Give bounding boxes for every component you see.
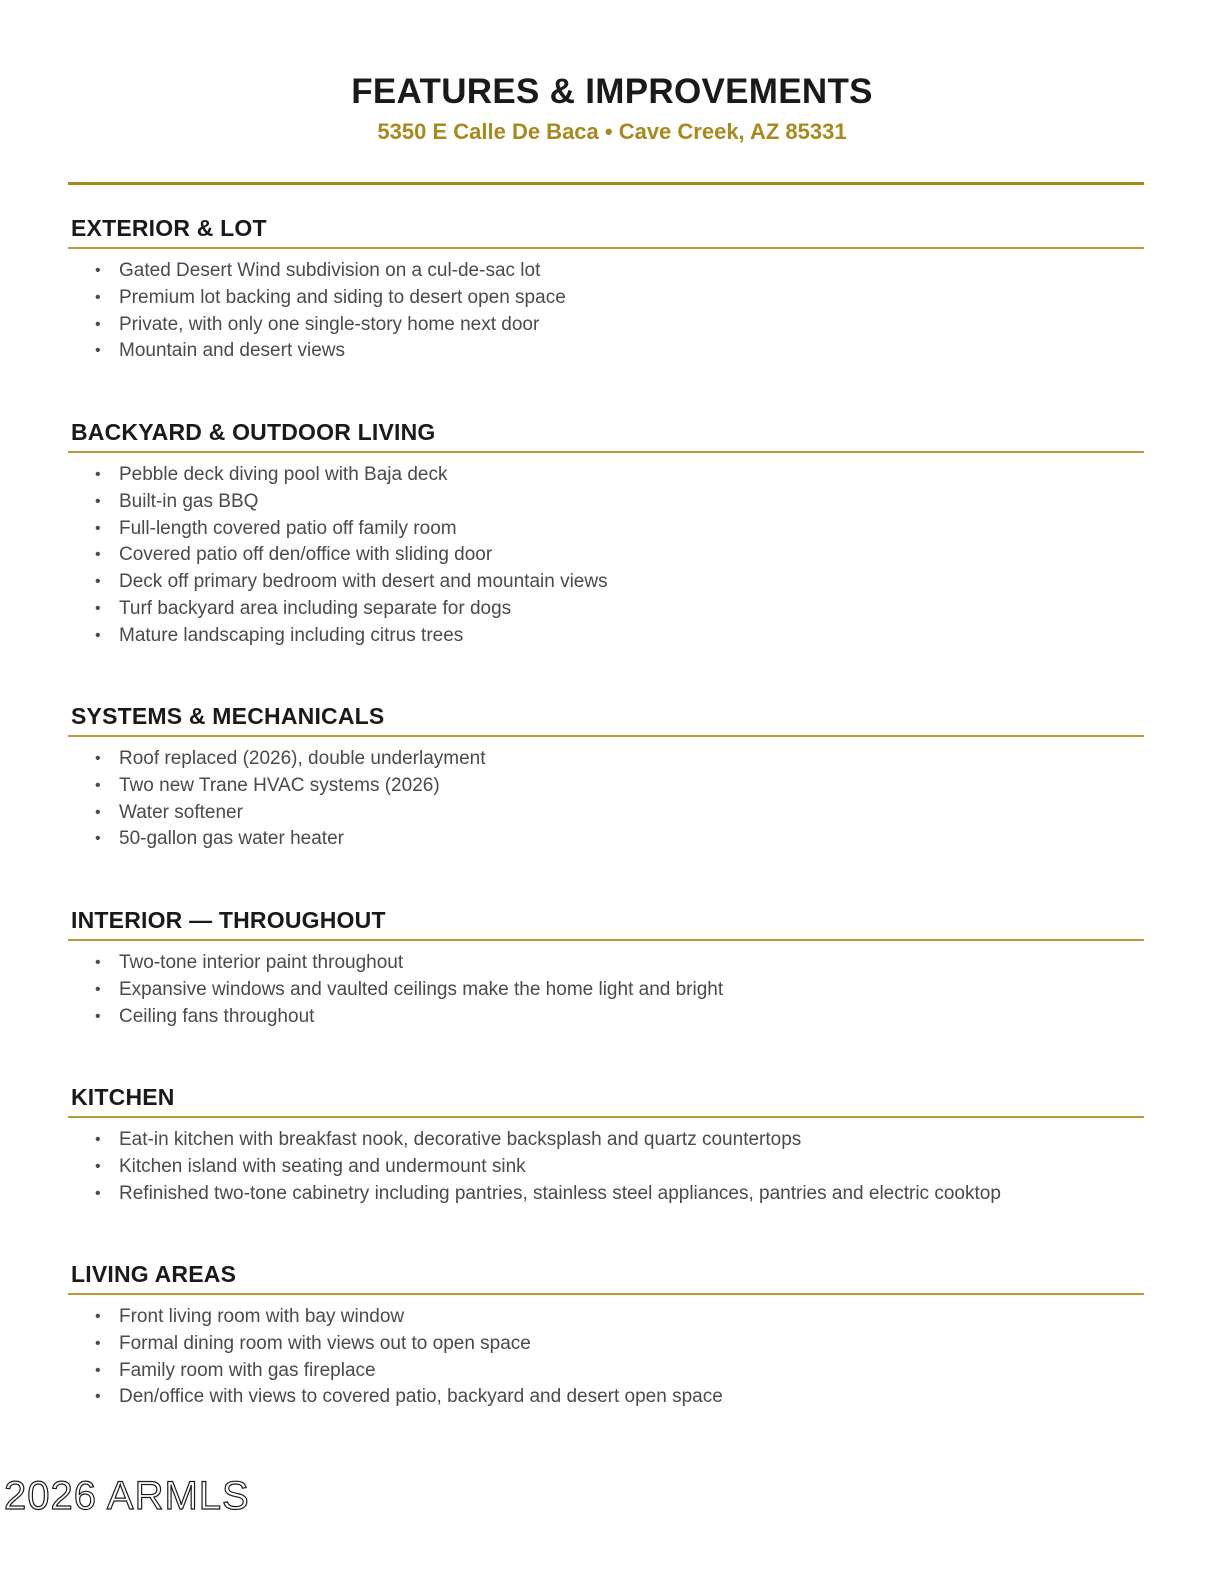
list-item: • Pebble deck diving pool with Baja deck (68, 462, 1144, 489)
header-divider (68, 182, 1144, 185)
bullet-icon: • (95, 546, 101, 564)
bullet-icon: • (95, 573, 101, 591)
bullet-icon: • (95, 803, 101, 821)
list-item: • Covered patio off den/office with sliding door (68, 542, 1144, 569)
section-divider (68, 247, 1144, 249)
section-title: INTERIOR — THROUGHOUT (71, 907, 386, 933)
bullet-icon: • (95, 519, 101, 537)
bullet-icon: • (95, 1131, 101, 1148)
list-item: • Den/office with views to covered patio, backyard and desert open space (68, 1384, 1144, 1411)
bullet-icon: • (95, 750, 101, 767)
section-divider (68, 939, 1144, 941)
list-item: • Premium lot backing and siding to desert open space (68, 285, 1144, 312)
list-item: • Turf backyard area including separate for dogs (68, 596, 1144, 623)
bullet-icon: • (95, 1184, 101, 1202)
section-living-areas (68, 1257, 1144, 1437)
list-item: • Mature landscaping including citrus trees (68, 623, 1144, 650)
bullet-icon: • (95, 1308, 101, 1325)
section-divider (68, 451, 1144, 453)
bullet-icon: • (95, 1334, 101, 1352)
bullet-icon: • (95, 315, 101, 333)
section-title: SYSTEMS & MECHANICALS (71, 703, 385, 729)
bullet-icon: • (95, 1157, 101, 1175)
bullet-icon: • (95, 954, 101, 971)
list-item: • Front living room with bay window (68, 1304, 1144, 1331)
bullet-icon: • (95, 776, 101, 794)
section-systems-mechanicals (68, 699, 1144, 903)
bullet-icon: • (95, 626, 101, 644)
list-item: • Full-length covered patio off family room (68, 516, 1144, 543)
list-item: • Eat-in kitchen with breakfast nook, decorative backsplash and quartz countertops (68, 1127, 1144, 1154)
list-item: • 50-gallon gas water heater (68, 826, 1144, 853)
armls-copyright-mark: 2026 ARMLS (4, 1474, 250, 1518)
section-divider (68, 1116, 1144, 1118)
bullet-icon: • (95, 342, 101, 360)
bullet-icon: • (95, 262, 101, 279)
bullet-icon: • (95, 1388, 101, 1406)
list-item: • Two new Trane HVAC systems (2026) (68, 773, 1144, 800)
feature-list (68, 258, 1144, 365)
section-title: LIVING AREAS (71, 1261, 237, 1287)
list-item: • Formal dining room with views out to open space (68, 1331, 1144, 1358)
section-backyard-outdoor-living (68, 415, 1144, 699)
list-item: • Gated Desert Wind subdivision on a cul-de-sac lot (68, 258, 1144, 285)
section-title: EXTERIOR & LOT (71, 215, 267, 241)
property-address: 5350 E Calle De Baca • Cave Creek, AZ 85331 (377, 119, 847, 144)
feature-list (68, 462, 1144, 650)
list-item: • Water softener (68, 800, 1144, 827)
list-item: • Deck off primary bedroom with desert and mountain views (68, 569, 1144, 596)
list-item: • Mountain and desert views (68, 338, 1144, 365)
list-item: • Expansive windows and vaulted ceilings make the home light and bright (68, 977, 1144, 1004)
features-content (68, 211, 1144, 1437)
feature-list (68, 1127, 1144, 1207)
list-item: • Ceiling fans throughout (68, 1004, 1144, 1031)
bullet-icon: • (95, 830, 101, 848)
bullet-icon: • (95, 492, 101, 510)
list-item: • Family room with gas fireplace (68, 1358, 1144, 1385)
list-item: • Two-tone interior paint throughout (68, 950, 1144, 977)
list-item: • Built-in gas BBQ (68, 489, 1144, 516)
section-exterior-lot (68, 211, 1144, 415)
section-kitchen (68, 1080, 1144, 1257)
list-item: • Private, with only one single-story home next door (68, 312, 1144, 339)
section-title: BACKYARD & OUTDOOR LIVING (71, 419, 436, 445)
list-item: • Kitchen island with seating and undermount sink (68, 1154, 1144, 1181)
bullet-icon: • (95, 1007, 101, 1025)
page-header (0, 70, 1224, 146)
feature-list (68, 950, 1144, 1030)
bullet-icon: • (95, 599, 101, 617)
bullet-icon: • (95, 1361, 101, 1379)
feature-list (68, 1304, 1144, 1411)
feature-list (68, 746, 1144, 853)
section-divider (68, 1293, 1144, 1295)
list-item: • Refinished two-tone cabinetry including pantries, stainless steel appliances, pantries and electric cooktop (68, 1181, 1144, 1208)
page-title: FEATURES & IMPROVEMENTS (351, 72, 873, 111)
section-interior-throughout (68, 903, 1144, 1080)
list-item: • Roof replaced (2026), double underlayment (68, 746, 1144, 773)
bullet-icon: • (95, 466, 101, 483)
bullet-icon: • (95, 980, 101, 998)
bullet-icon: • (95, 288, 101, 306)
section-title: KITCHEN (71, 1084, 175, 1110)
section-divider (68, 735, 1144, 737)
